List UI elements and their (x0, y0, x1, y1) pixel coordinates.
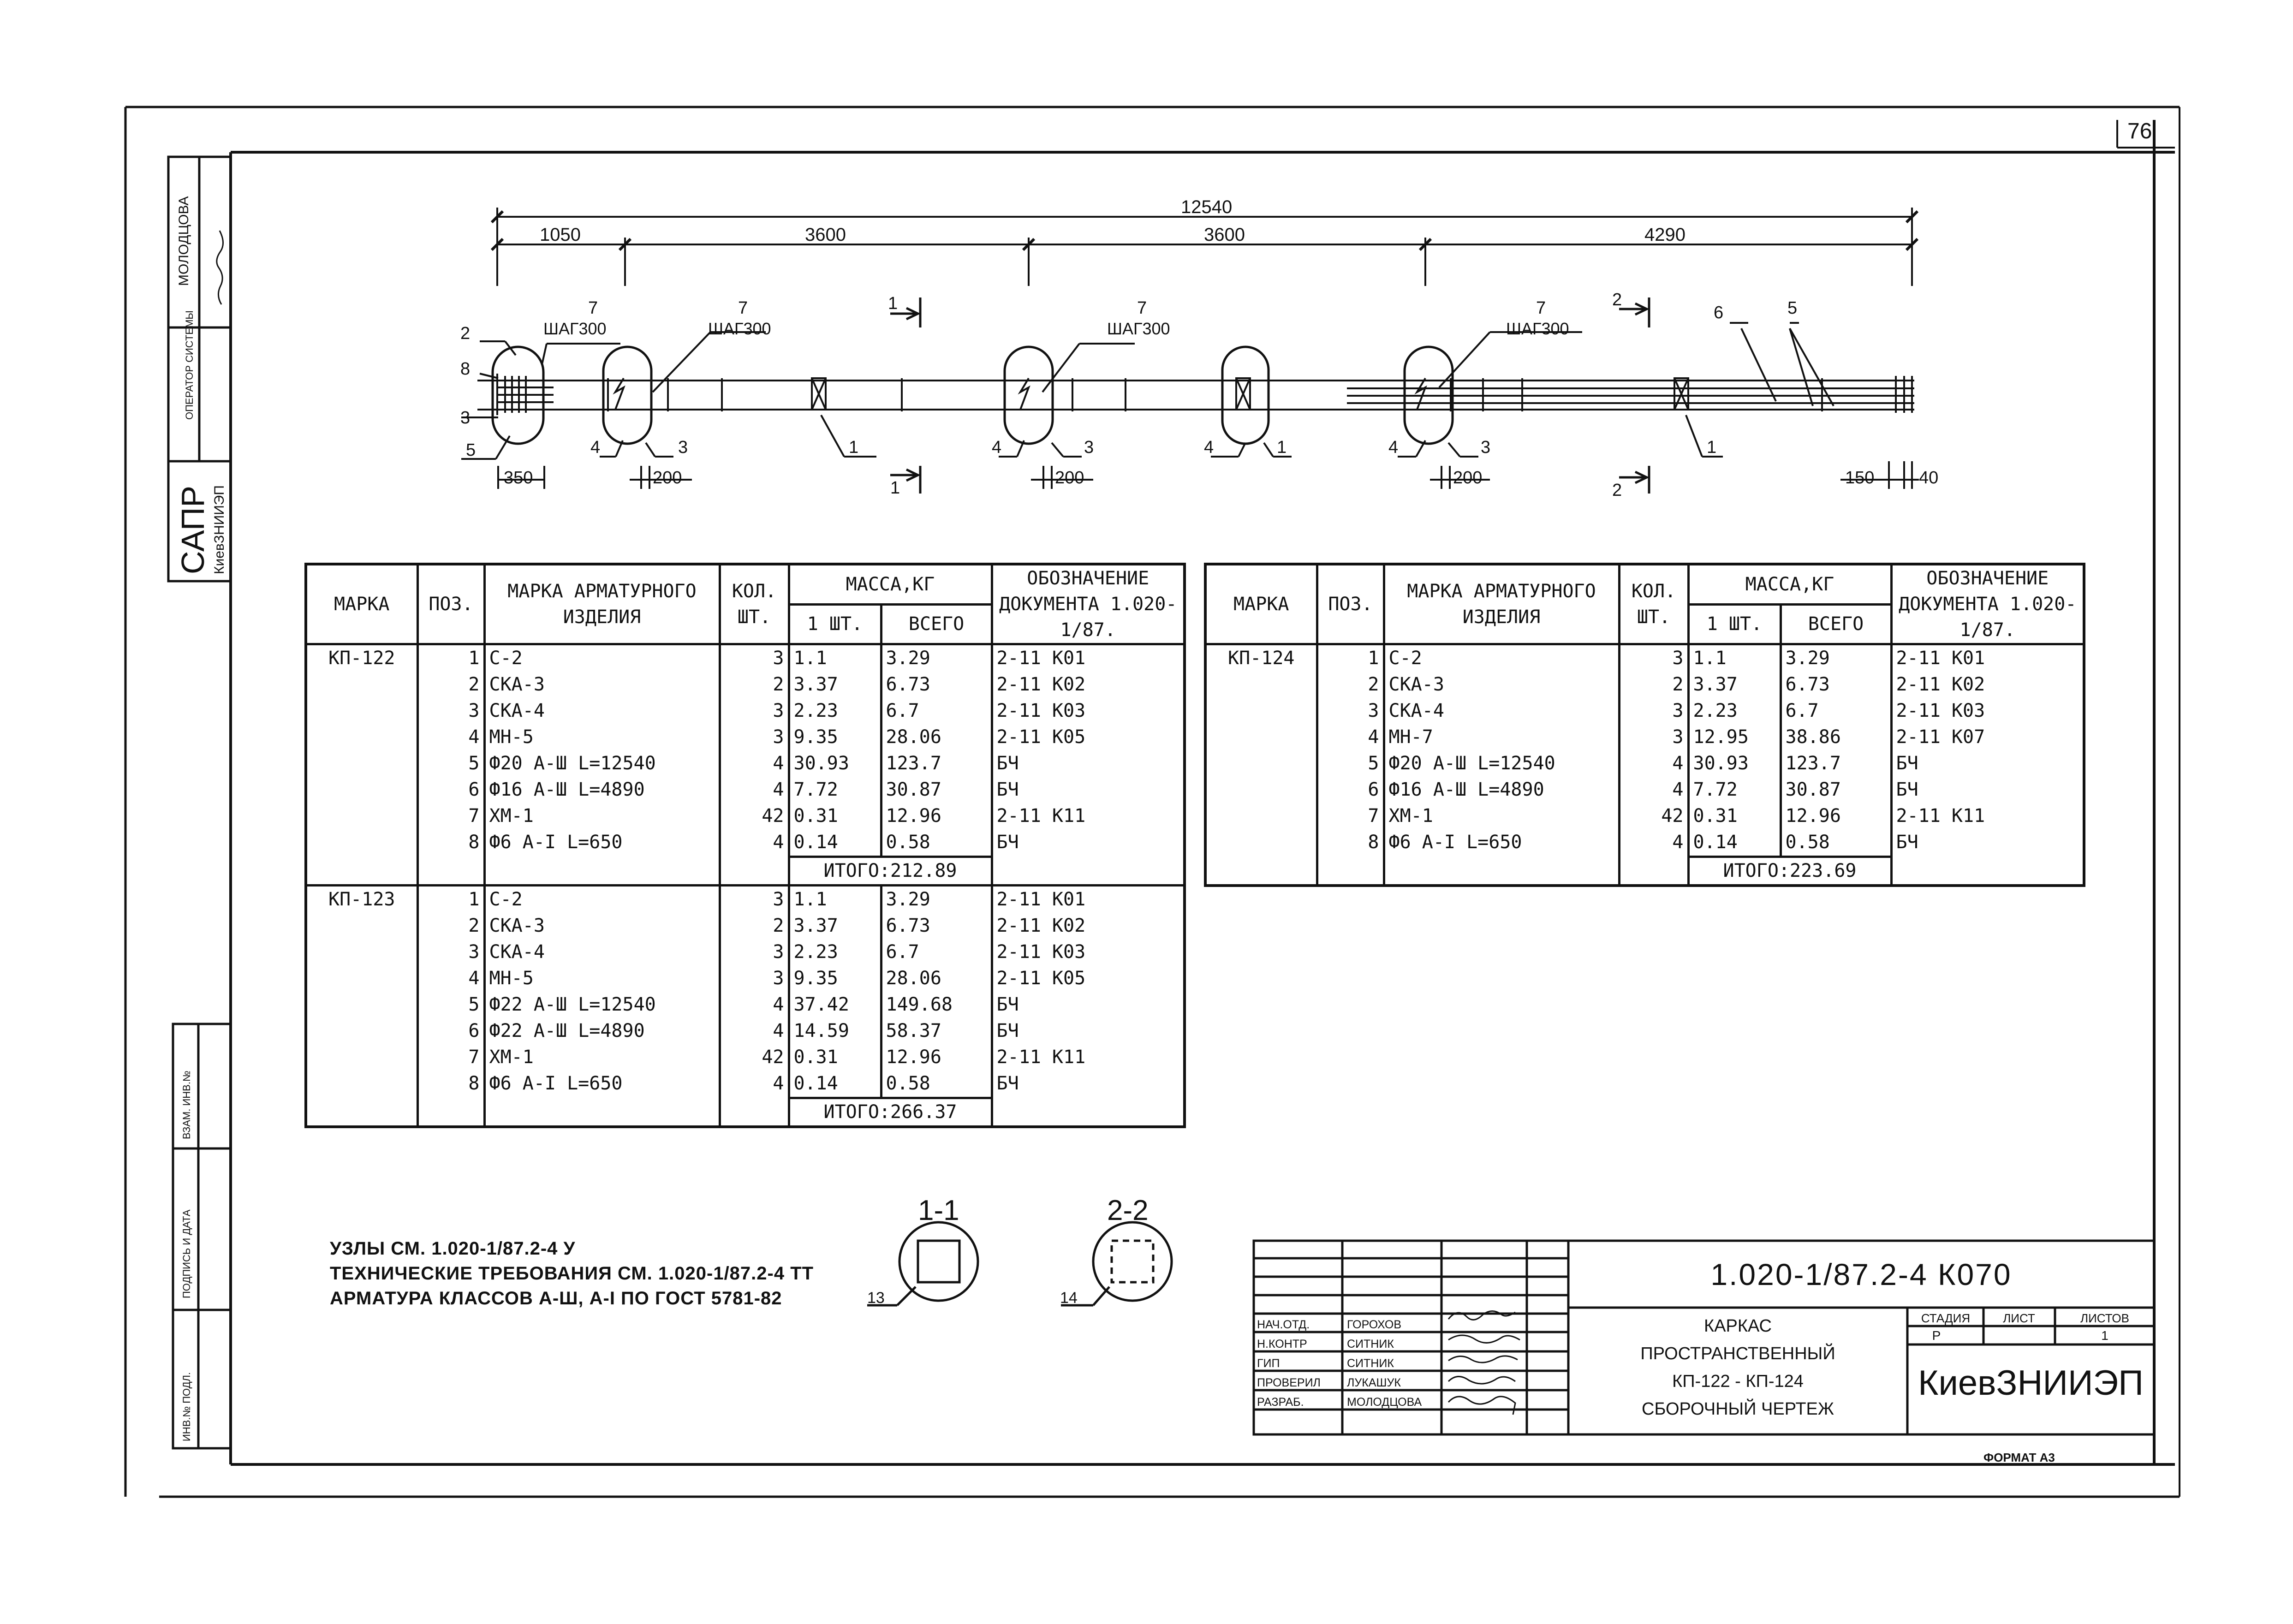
table-row (1205, 829, 2084, 857)
section-2-top: 2 (1612, 290, 1622, 309)
cell-one: 0.31 (789, 1044, 881, 1071)
header-massa-total: ВСЕГО (881, 604, 992, 644)
spec-table-left (304, 563, 1186, 1128)
callout-3c: 3 (1084, 438, 1094, 457)
cell-name: СКА-3 (484, 913, 720, 939)
cell-total: 6.7 (881, 698, 992, 724)
cell-name: СКА-4 (484, 698, 720, 724)
cell-kol: 4 (1619, 750, 1688, 777)
cell-kol: 4 (1619, 829, 1688, 857)
cell-doc: 2-11 К11 (1896, 805, 1985, 827)
section-2-2-label: 2-2 (1107, 1195, 1149, 1226)
field-original-inventory: ИНВ.№ ПОДЛ. (181, 1372, 192, 1441)
cell-one: 30.93 (1688, 750, 1781, 777)
cell-poz: 2 (1317, 672, 1384, 698)
note-tech-requirements: ТЕХНИЧЕСКИЕ ТРЕБОВАНИЯ СМ. 1.020-1/87.2-4 ТТ (330, 1263, 814, 1284)
callout-4a: 4 (590, 438, 601, 457)
table-row (1205, 777, 2084, 803)
side-org-label: КиевЗНИИЭП (212, 485, 227, 574)
cell-name: СКА-4 (1384, 698, 1619, 724)
dim-350: 350 (504, 468, 533, 488)
operator-label: ОПЕРАТОР СИСТЕМЫ (184, 310, 195, 420)
cell-one: 1.1 (1688, 644, 1781, 672)
cell-doc: БЧ (996, 1073, 1019, 1094)
cell-doc: БЧ (1896, 832, 1918, 853)
cell-doc: БЧ (996, 1020, 1019, 1041)
table-row (306, 644, 1185, 672)
callout-14: 14 (1060, 1289, 1078, 1307)
cell-total: 0.58 (881, 829, 992, 857)
section-1-1-label: 1-1 (918, 1195, 959, 1226)
operator-signature (217, 231, 223, 304)
cell-doc: 2-11 К01 (996, 648, 1086, 669)
cell-name: СКА-4 (484, 939, 720, 965)
table-row (1205, 698, 2084, 724)
cell-kol: 4 (720, 1071, 789, 1098)
cell-one: 2.23 (789, 698, 881, 724)
sheets-label: ЛИСТОВ (2080, 1311, 2129, 1325)
cell-doc: 2-11 К03 (996, 700, 1086, 721)
role-label: НАЧ.ОТД. (1257, 1318, 1310, 1331)
cell-poz: 6 (1317, 777, 1384, 803)
callout-4d: 4 (1388, 438, 1399, 457)
cell-name: Ф6 А-I L=650 (1384, 829, 1619, 857)
cell-poz: 5 (1317, 750, 1384, 777)
cell-name: СКА-3 (484, 672, 720, 698)
dim-1050: 1050 (540, 225, 581, 245)
cell-kol: 4 (1619, 777, 1688, 803)
cell-doc: БЧ (1896, 753, 1918, 774)
cell-poz: 5 (417, 992, 484, 1018)
cell-one: 9.35 (789, 965, 881, 992)
cell-one: 37.42 (789, 992, 881, 1018)
cell-name: ХМ-1 (484, 803, 720, 829)
dim-3600-a: 3600 (805, 225, 846, 245)
title-line-3: КП-122 - КП-124 (1672, 1372, 1804, 1391)
cell-poz: 4 (1317, 724, 1384, 750)
role-name: СИТНИК (1347, 1357, 1394, 1370)
itogo-kp-123: ИТОГО:266.37 (789, 1098, 992, 1127)
cell-one: 30.93 (789, 750, 881, 777)
cell-poz: 2 (417, 672, 484, 698)
dim-4290: 4290 (1644, 225, 1686, 245)
itogo-row (306, 857, 1185, 886)
roles-column (1257, 1315, 1321, 1412)
cell-name: СКА-3 (1384, 672, 1619, 698)
callout-1a: 1 (849, 438, 859, 457)
cell-name: МН-5 (484, 965, 720, 992)
table-row (306, 750, 1185, 777)
cell-doc: БЧ (996, 994, 1019, 1015)
cell-kol: 42 (1619, 803, 1688, 829)
title-line-4: СБОРОЧНЫЙ ЧЕРТЕЖ (1642, 1399, 1834, 1419)
dim-200-c: 200 (1453, 468, 1483, 488)
stage-value: Р (1932, 1328, 1941, 1343)
cell-name: Ф22 А-Ш L=4890 (484, 1018, 720, 1044)
table-row (306, 1044, 1185, 1071)
header-poz: ПОЗ. (417, 564, 484, 644)
section-2-bottom: 2 (1612, 481, 1622, 500)
role-name: МОЛОДЦОВА (1347, 1396, 1422, 1409)
bottom-dimensions (498, 461, 1919, 489)
format-label: ФОРМАТ А3 (1983, 1451, 2055, 1464)
cell-total: 30.87 (1781, 777, 1891, 803)
cell-poz: 5 (417, 750, 484, 777)
callout-6: 6 (1714, 303, 1724, 322)
callout-7c: 7 (1137, 298, 1147, 318)
cell-kol: 2 (1619, 672, 1688, 698)
header-izdelie: МАРКА АРМАТУРНОГО ИЗДЕЛИЯ (484, 564, 720, 644)
cell-doc: 2-11 К11 (996, 805, 1086, 827)
cell-kol: 4 (720, 750, 789, 777)
cell-poz: 8 (417, 1071, 484, 1098)
role-label: ГИП (1257, 1357, 1280, 1370)
cell-total: 149.68 (881, 992, 992, 1018)
dim-150: 150 (1845, 468, 1875, 488)
cell-poz: 8 (417, 829, 484, 857)
cell-doc: БЧ (996, 832, 1019, 853)
notes-block (330, 1236, 814, 1311)
cell-poz: 3 (417, 939, 484, 965)
header-massa-total: ВСЕГО (1781, 604, 1891, 644)
cell-total: 12.96 (881, 803, 992, 829)
table-row (306, 913, 1185, 939)
cell-kol: 3 (720, 644, 789, 672)
cell-kol: 3 (1619, 698, 1688, 724)
callout-8: 8 (460, 359, 471, 379)
cell-poz: 3 (417, 698, 484, 724)
callout-3a: 3 (460, 408, 471, 428)
header-oboznachenie: ОБОЗНАЧЕНИЕ ДОКУМЕНТА 1.020-1/87. (1891, 564, 2084, 644)
cell-total: 3.29 (1781, 644, 1891, 672)
cell-poz: 7 (417, 803, 484, 829)
step-label-2: ШАГ300 (708, 319, 771, 338)
drawing-code: 1.020-1/87.2-4 К070 (1710, 1257, 2012, 1291)
table-row (306, 1071, 1185, 1098)
frame-elevation (477, 328, 1914, 415)
cell-total: 3.29 (881, 644, 992, 672)
callout-2: 2 (460, 324, 471, 343)
cad-system-label: САПР (175, 486, 211, 574)
step-label-4: ШАГ300 (1506, 319, 1569, 338)
cell-poz: 1 (417, 886, 484, 913)
drawing-title (1568, 1312, 1907, 1423)
cell-total: 3.29 (881, 886, 992, 913)
cell-kol: 4 (720, 992, 789, 1018)
cell-one: 0.14 (789, 829, 881, 857)
cell-kol: 42 (720, 1044, 789, 1071)
cell-kol: 42 (720, 803, 789, 829)
cell-doc: 2-11 К05 (996, 726, 1086, 748)
cell-total: 123.7 (881, 750, 992, 777)
cell-doc: 2-11 К03 (996, 941, 1086, 963)
cell-doc: 2-11 К01 (1896, 648, 1985, 669)
cell-doc: 2-11 К02 (996, 674, 1086, 695)
header-kol: КОЛ. ШТ. (1619, 564, 1688, 644)
cell-name: С-2 (484, 644, 720, 672)
itogo-kp-124: ИТОГО:223.69 (1688, 857, 1891, 886)
section-1-bottom: 1 (890, 478, 900, 498)
cell-total: 6.73 (881, 672, 992, 698)
cell-doc: 2-11 К01 (996, 889, 1086, 910)
cell-doc: 2-11 К11 (996, 1047, 1086, 1068)
cell-doc: 2-11 К05 (996, 968, 1086, 989)
cell-one: 3.37 (789, 913, 881, 939)
stage-label: СТАДИЯ (1921, 1311, 1971, 1325)
dim-200-b: 200 (1055, 468, 1084, 488)
cell-kol: 3 (1619, 644, 1688, 672)
cell-kol: 3 (720, 939, 789, 965)
callout-4b: 4 (992, 438, 1002, 457)
cell-kol: 4 (720, 777, 789, 803)
cell-doc: 2-11 К03 (1896, 700, 1985, 721)
table-row (306, 777, 1185, 803)
cell-doc: БЧ (996, 779, 1019, 800)
cell-total: 58.37 (881, 1018, 992, 1044)
header-marka: МАРКА (1205, 564, 1317, 644)
node-ovals (493, 347, 1453, 444)
cell-one: 2.23 (1688, 698, 1781, 724)
cell-kol: 2 (720, 913, 789, 939)
dim-200-a: 200 (653, 468, 682, 488)
table-row (306, 965, 1185, 992)
cell-name: Ф22 А-Ш L=12540 (484, 992, 720, 1018)
cell-total: 28.06 (881, 965, 992, 992)
cell-total: 28.06 (881, 724, 992, 750)
callout-7a: 7 (588, 298, 598, 318)
total-dimension: 12540 (1181, 197, 1233, 217)
cell-one: 7.72 (789, 777, 881, 803)
cell-doc: 2-11 К02 (1896, 674, 1985, 695)
header-massa: МАССА,КГ (1688, 564, 1891, 604)
cell-kol: 3 (720, 965, 789, 992)
cell-poz: 4 (417, 724, 484, 750)
cell-kol: 3 (1619, 724, 1688, 750)
table-row (1205, 644, 2084, 672)
table-row (306, 829, 1185, 857)
operator-name: МОЛОДЦОВА (176, 196, 191, 286)
role-name: ГОРОХОВ (1347, 1318, 1401, 1331)
table-row (1205, 803, 2084, 829)
cell-total: 6.73 (1781, 672, 1891, 698)
cell-poz: 7 (417, 1044, 484, 1071)
marka-kp-122: КП-122 (306, 644, 417, 886)
callout-3b: 3 (678, 438, 688, 457)
cell-doc: 2-11 К02 (996, 915, 1086, 936)
callout-13: 13 (867, 1289, 885, 1307)
cell-doc: БЧ (996, 753, 1019, 774)
callout-5b: 5 (1787, 298, 1798, 318)
cell-one: 1.1 (789, 644, 881, 672)
table-row (306, 939, 1185, 965)
table-row (1205, 672, 2084, 698)
cell-one: 9.35 (789, 724, 881, 750)
cell-kol: 3 (720, 698, 789, 724)
callout-7d: 7 (1536, 298, 1546, 318)
role-name: ЛУКАШУК (1347, 1376, 1401, 1389)
table-row (1205, 724, 2084, 750)
callout-1c: 1 (1707, 438, 1717, 457)
callout-4c: 4 (1204, 438, 1214, 457)
itogo-row (306, 1098, 1185, 1127)
cell-total: 38.86 (1781, 724, 1891, 750)
cell-one: 12.95 (1688, 724, 1781, 750)
header-poz: ПОЗ. (1317, 564, 1384, 644)
cell-one: 0.31 (789, 803, 881, 829)
field-signature-date: ПОДПИСЬ И ДАТА (181, 1209, 192, 1298)
cell-poz: 7 (1317, 803, 1384, 829)
header-massa-one: 1 ШТ. (789, 604, 881, 644)
leader-lines (461, 323, 1799, 459)
field-replacement: ВЗАМ. ИНВ.№ (181, 1071, 192, 1139)
cell-one: 0.31 (1688, 803, 1781, 829)
callout-1b: 1 (1277, 438, 1287, 457)
callout-numbers (460, 298, 1797, 460)
cell-kol: 3 (720, 724, 789, 750)
step-label-3: ШАГ300 (1107, 319, 1170, 338)
table-row (306, 672, 1185, 698)
role-label: Н.КОНТР (1257, 1338, 1307, 1350)
cell-poz: 3 (1317, 698, 1384, 724)
table-row (1205, 750, 2084, 777)
cell-name: С-2 (484, 886, 720, 913)
cell-kol: 4 (720, 829, 789, 857)
role-name: СИТНИК (1347, 1338, 1394, 1350)
table-row (306, 992, 1185, 1018)
sheets-value: 1 (2101, 1328, 2108, 1343)
cell-name: ХМ-1 (484, 1044, 720, 1071)
cell-name: Ф20 А-Ш L=12540 (484, 750, 720, 777)
cell-total: 6.73 (881, 913, 992, 939)
cell-total: 0.58 (1781, 829, 1891, 857)
cell-total: 6.7 (881, 939, 992, 965)
header-kol: КОЛ. ШТ. (720, 564, 789, 644)
marka-kp-123: КП-123 (306, 886, 417, 1127)
role-label: РАЗРАБ. (1257, 1396, 1304, 1409)
cell-total: 30.87 (881, 777, 992, 803)
title-org: КиевЗНИИЭП (1918, 1363, 2144, 1403)
callout-7b: 7 (738, 298, 748, 318)
table-row (306, 1018, 1185, 1044)
table-row (306, 724, 1185, 750)
table-row (306, 803, 1185, 829)
page-number: 76 (2127, 119, 2152, 143)
cell-name: С-2 (1384, 644, 1619, 672)
cell-total: 123.7 (1781, 750, 1891, 777)
cell-poz: 1 (1317, 644, 1384, 672)
itogo-kp-122: ИТОГО:212.89 (789, 857, 992, 886)
cell-poz: 2 (417, 913, 484, 939)
cell-total: 6.7 (1781, 698, 1891, 724)
header-massa-one: 1 ШТ. (1688, 604, 1781, 644)
cell-name: Ф16 А-Ш L=4890 (484, 777, 720, 803)
cell-name: МН-5 (484, 724, 720, 750)
dim-3600-b: 3600 (1204, 225, 1245, 245)
spec-table-right (1204, 563, 2085, 887)
cell-poz: 6 (417, 777, 484, 803)
sheet-label: ЛИСТ (2003, 1311, 2035, 1325)
cell-one: 0.14 (789, 1071, 881, 1098)
step-label-1: ШАГ300 (543, 319, 607, 338)
title-line-2: ПРОСТРАНСТВЕННЫЙ (1640, 1344, 1835, 1363)
callout-5a: 5 (466, 440, 476, 460)
cell-name: Ф6 А-I L=650 (484, 829, 720, 857)
dim-40: 40 (1919, 468, 1939, 488)
cell-total: 12.96 (1781, 803, 1891, 829)
note-nodes: УЗЛЫ СМ. 1.020-1/87.2-4 У (330, 1238, 576, 1259)
callout-3d: 3 (1481, 438, 1491, 457)
dimension-lines (492, 208, 1918, 286)
cell-one: 1.1 (789, 886, 881, 913)
table-row (306, 698, 1185, 724)
side-stamp (168, 157, 231, 1448)
itogo-row (1205, 857, 2084, 886)
cell-doc: 2-11 К07 (1896, 726, 1985, 748)
note-rebar-classes: АРМАТУРА КЛАССОВ А-Ш, А-I ПО ГОСТ 5781-82 (330, 1288, 782, 1309)
cell-kol: 4 (720, 1018, 789, 1044)
cell-one: 7.72 (1688, 777, 1781, 803)
names-column (1347, 1315, 1422, 1412)
cell-doc: БЧ (1896, 779, 1918, 800)
cell-one: 3.37 (789, 672, 881, 698)
cell-one: 3.37 (1688, 672, 1781, 698)
cell-name: Ф16 А-Ш L=4890 (1384, 777, 1619, 803)
cell-name: Ф6 А-I L=650 (484, 1071, 720, 1098)
cell-kol: 3 (720, 886, 789, 913)
cell-poz: 1 (417, 644, 484, 672)
cell-one: 2.23 (789, 939, 881, 965)
cell-kol: 2 (720, 672, 789, 698)
cell-name: МН-7 (1384, 724, 1619, 750)
table-row (306, 886, 1185, 913)
cell-total: 12.96 (881, 1044, 992, 1071)
marka-kp-124: КП-124 (1205, 644, 1317, 886)
title-line-1: КАРКАС (1704, 1316, 1772, 1336)
section-1-top: 1 (888, 294, 898, 313)
section-views (867, 1222, 1172, 1305)
cell-poz: 6 (417, 1018, 484, 1044)
cell-one: 0.14 (1688, 829, 1781, 857)
role-label: ПРОВЕРИЛ (1257, 1376, 1321, 1389)
cell-poz: 8 (1317, 829, 1384, 857)
cell-one: 14.59 (789, 1018, 881, 1044)
header-massa: МАССА,КГ (789, 564, 992, 604)
cell-name: ХМ-1 (1384, 803, 1619, 829)
header-marka: МАРКА (306, 564, 417, 644)
header-izdelie: МАРКА АРМАТУРНОГО ИЗДЕЛИЯ (1384, 564, 1619, 644)
cell-total: 0.58 (881, 1071, 992, 1098)
cell-name: Ф20 А-Ш L=12540 (1384, 750, 1619, 777)
cell-poz: 4 (417, 965, 484, 992)
header-oboznachenie: ОБОЗНАЧЕНИЕ ДОКУМЕНТА 1.020-1/87. (992, 564, 1185, 644)
